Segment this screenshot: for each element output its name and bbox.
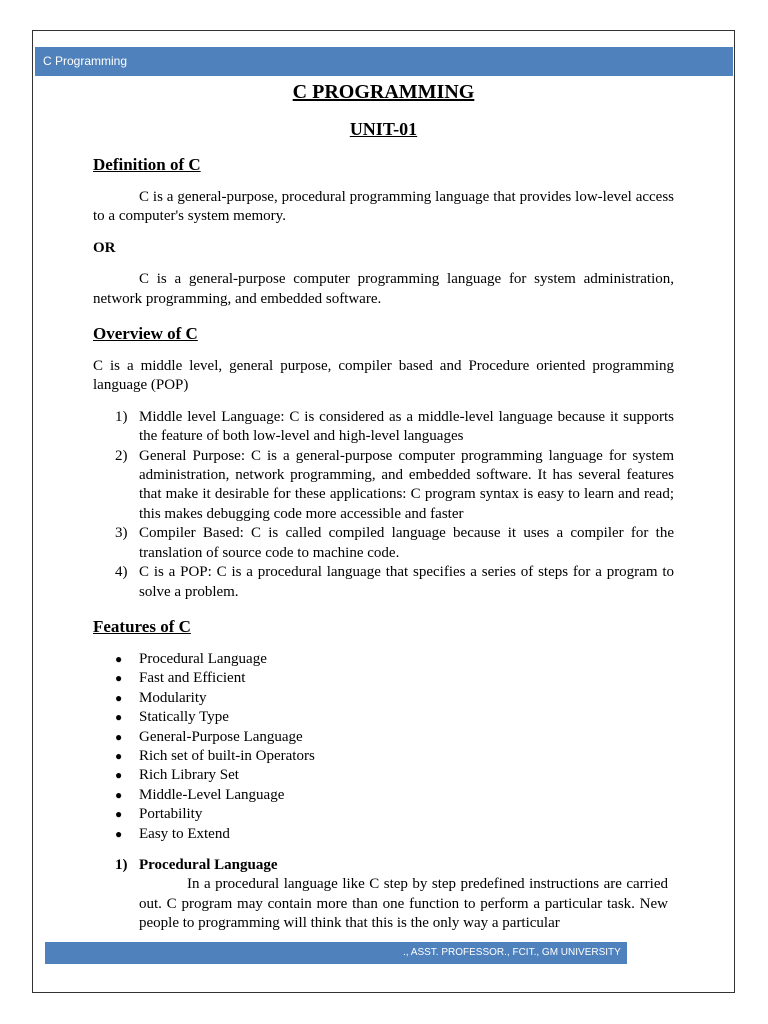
list-number: 1) <box>115 408 128 425</box>
list-item <box>93 408 674 447</box>
list-item <box>93 669 674 688</box>
bullet-icon: ● <box>115 690 123 705</box>
page-header <box>35 47 733 76</box>
features-heading: Features of C <box>93 616 191 636</box>
document-title: C PROGRAMMING <box>292 81 475 103</box>
bullet-icon: ● <box>115 826 123 841</box>
list-item-text: General Purpose: C is a general-purpose computer programming language for system administration, network programming, and embedded software. It has several features that make it desirable for these applications: C program syntax is easy to learn and read; this makes debugging code more accessible and faster <box>139 447 674 522</box>
overview-intro: C is a middle level, general purpose, compiler based and Procedure oriented programming language (POP) <box>93 358 674 394</box>
list-item <box>93 825 674 844</box>
list-item <box>93 786 674 805</box>
bullet-icon: ● <box>115 651 123 666</box>
detail-number: 1) <box>115 856 128 873</box>
document-body <box>93 80 674 934</box>
page-footer <box>45 942 627 964</box>
bullet-icon: ● <box>115 748 123 763</box>
unit-title: UNIT-01 <box>349 119 418 139</box>
feature-detail-procedural <box>93 856 674 934</box>
list-item <box>93 447 674 525</box>
detail-heading: Procedural Language <box>139 856 278 873</box>
list-item-text: Fast and Efficient <box>139 670 246 687</box>
bullet-icon: ● <box>115 807 123 822</box>
list-item-text: Rich Library Set <box>139 767 239 784</box>
bullet-icon: ● <box>115 671 123 686</box>
list-item-text: Statically Type <box>139 709 229 726</box>
bullet-icon: ● <box>115 787 123 802</box>
definition-paragraph-2: C is a general-purpose computer programming language for system administration, network programming, and embedded software. <box>93 271 674 307</box>
footer-text: ., ASST. PROFESSOR., FCIT., GM UNIVERSITY <box>403 947 621 958</box>
features-list <box>93 650 674 844</box>
list-item <box>93 650 674 669</box>
list-item-text: General-Purpose Language <box>139 728 303 745</box>
list-item <box>93 747 674 766</box>
list-item-text: Easy to Extend <box>139 825 230 842</box>
list-item <box>93 563 674 602</box>
definition-paragraph-1: C is a general-purpose, procedural programming language that provides low-level access to a computer's system memory. <box>93 189 674 225</box>
list-number: 3) <box>115 525 128 542</box>
list-number: 4) <box>115 564 128 581</box>
or-label: OR <box>93 239 116 256</box>
list-item-text: Procedural Language <box>139 650 267 667</box>
list-item <box>93 689 674 708</box>
list-item-text: C is a POP: C is a procedural language that specifies a series of steps for a program to solve a problem. <box>139 564 674 600</box>
list-item-text: Middle level Language: C is considered as a middle-level language because it supports the feature of both low-level and high-level languages <box>139 408 674 445</box>
list-item-text: Modularity <box>139 689 207 706</box>
list-item-text: Portability <box>139 806 203 823</box>
detail-paragraph: In a procedural language like C step by step predefined instructions are carried out. C program may contain more than one function to perform a particular task. New people to programming will think that this is the only way a particular <box>139 876 668 932</box>
bullet-icon: ● <box>115 729 123 744</box>
list-item <box>93 708 674 727</box>
overview-list <box>93 408 674 602</box>
list-item-text: Rich set of built-in Operators <box>139 747 315 764</box>
list-item-text: Compiler Based: C is called compiled language because it uses a compiler for the translation of source code to machine code. <box>139 525 674 561</box>
bullet-icon: ● <box>115 710 123 725</box>
list-number: 2) <box>115 447 128 464</box>
list-item <box>93 805 674 824</box>
list-item-text: Middle-Level Language <box>139 786 285 803</box>
list-item <box>93 728 674 747</box>
list-item <box>93 524 674 563</box>
overview-heading: Overview of C <box>93 324 198 344</box>
bullet-icon: ● <box>115 768 123 783</box>
header-text: C Programming <box>43 54 128 68</box>
definition-heading: Definition of C <box>93 155 201 174</box>
list-item <box>93 766 674 785</box>
